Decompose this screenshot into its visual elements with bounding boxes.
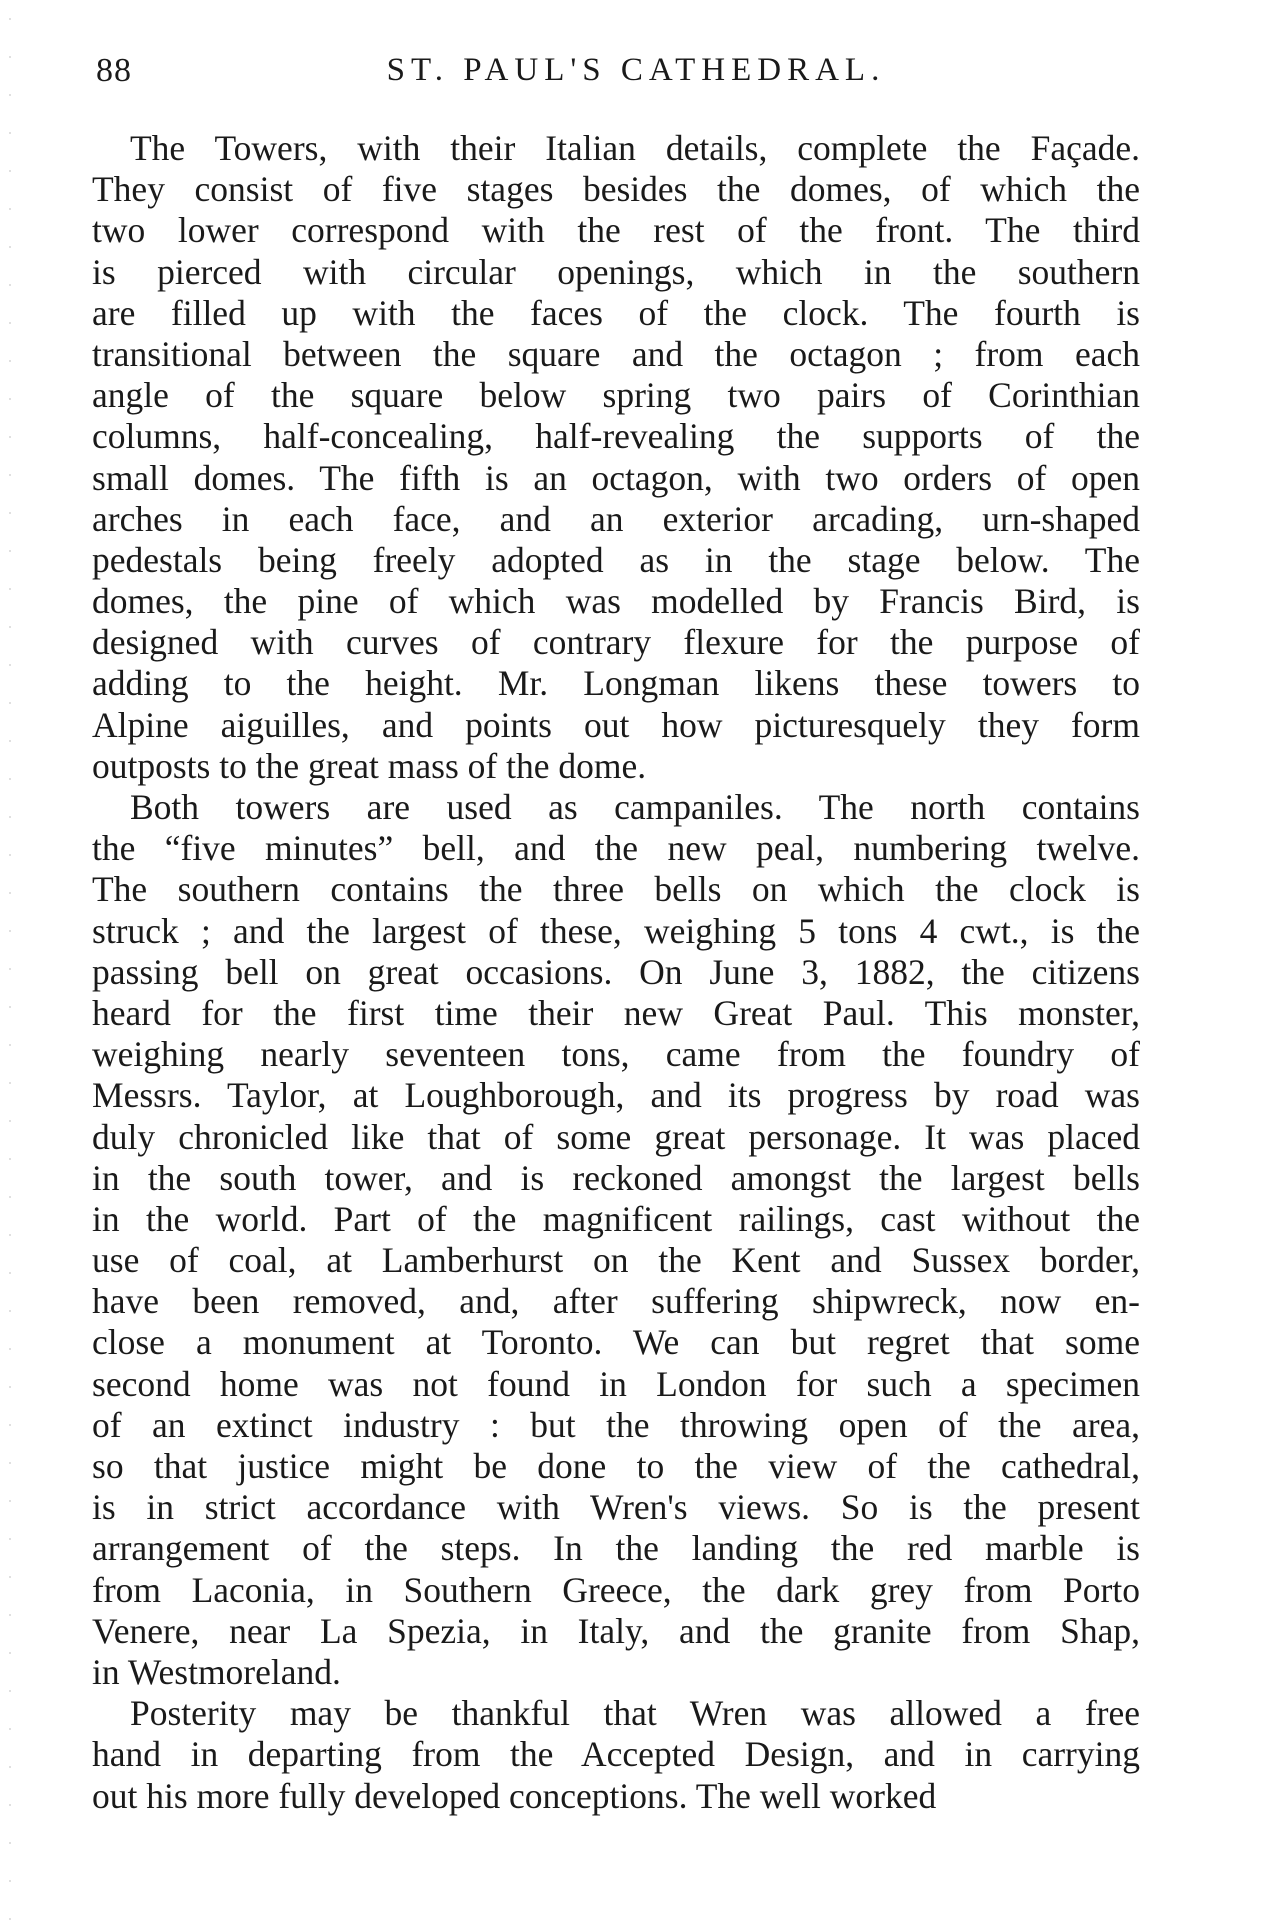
text-line: use of coal, at Lamberhurst on the Kent and Sussex border,: [92, 1240, 1140, 1281]
paragraph: [92, 787, 1140, 1693]
text-line: arrangement of the steps. In the landing the red marble is: [92, 1528, 1140, 1569]
text-line: are filled up with the faces of the clock. The fourth is: [92, 292, 1140, 333]
text-line: is pierced with circular openings, which in the southern: [92, 251, 1140, 292]
text-line: arches in each face, and an exterior arcading, urn-shaped: [92, 498, 1140, 539]
text-line: Alpine aiguilles, and points out how picturesquely they form: [92, 704, 1140, 745]
text-line: second home was not found in London for such a specimen: [92, 1363, 1140, 1404]
text-line: struck ; and the largest of these, weighing 5 tons 4 cwt., is the: [92, 910, 1140, 951]
text-line: heard for the first time their new Great Paul. This monster,: [92, 992, 1140, 1033]
text-line: transitional between the square and the octagon ; from each: [92, 333, 1140, 374]
text-line: The Towers, with their Italian details, complete the Façade.: [130, 128, 1140, 168]
text-line: Both towers are used as campaniles. The north contains: [130, 787, 1140, 827]
text-line: from Laconia, in Southern Greece, the dark grey from Porto: [92, 1569, 1140, 1610]
text-line: Messrs. Taylor, at Loughborough, and its progress by road was: [92, 1075, 1140, 1116]
text-line: columns, half-concealing, half-revealing the supports of the: [92, 416, 1140, 457]
text-line: in the world. Part of the magnificent railings, cast without the: [92, 1198, 1140, 1239]
text-line: so that justice might be done to the view of the cathedral,: [92, 1446, 1140, 1486]
text-line: The southern contains the three bells on which the clock is: [92, 869, 1140, 910]
text-line: close a monument at Toronto. We can but regret that some: [92, 1322, 1140, 1363]
text-line: designed with curves of contrary flexure for the purpose of: [92, 622, 1140, 663]
text-line: have been removed, and, after suffering shipwreck, now en-: [92, 1281, 1140, 1322]
text-line: small domes. The fifth is an octagon, with two orders of open: [92, 457, 1140, 498]
paragraph: [92, 128, 1140, 787]
text-line: adding to the height. Mr. Longman likens these towers to: [92, 663, 1140, 704]
text-line: domes, the pine of which was modelled by Francis Bird, is: [92, 581, 1140, 622]
text-line: pedestals being freely adopted as in the stage below. The: [92, 539, 1140, 580]
text-line: They consist of five stages besides the domes, of which the: [92, 169, 1140, 210]
text-line: Venere, near La Spezia, in Italy, and the granite from Shap,: [92, 1610, 1140, 1651]
text-line: angle of the square below spring two pairs of Corinthian: [92, 375, 1140, 416]
text-line: duly chronicled like that of some great personage. It was placed: [92, 1116, 1140, 1157]
text-line: of an extinct industry : but the throwing open of the area,: [92, 1404, 1140, 1445]
text-line: two lower correspond with the rest of the front. The third: [92, 210, 1140, 251]
text-line: out his more fully developed conceptions. The well worked: [92, 1775, 937, 1816]
text-line: Posterity may be thankful that Wren was allowed a free: [130, 1693, 1140, 1734]
paragraph: [92, 1693, 1140, 1817]
text-line: weighing nearly seventeen tons, came from the foundry of: [92, 1034, 1140, 1075]
body-text: [92, 128, 1140, 1817]
text-line: the “five minutes” bell, and the new peal, numbering twelve.: [92, 828, 1140, 869]
running-head: [96, 52, 1146, 96]
text-line: is in strict accordance with Wren's views. So is the present: [92, 1487, 1140, 1528]
running-title: ST. PAUL'S CATHEDRAL.: [386, 52, 886, 88]
text-line: outposts to the great mass of the dome.: [92, 745, 647, 786]
text-line: in Westmoreland.: [92, 1651, 341, 1692]
scan-margin-dots: [8, 0, 12, 1922]
text-line: in the south tower, and is reckoned amongst the largest bells: [92, 1157, 1140, 1198]
page-number: 88: [96, 52, 132, 89]
text-line: hand in departing from the Accepted Design, and in carrying: [92, 1734, 1140, 1775]
text-line: passing bell on great occasions. On June 3, 1882, the citizens: [92, 951, 1140, 992]
